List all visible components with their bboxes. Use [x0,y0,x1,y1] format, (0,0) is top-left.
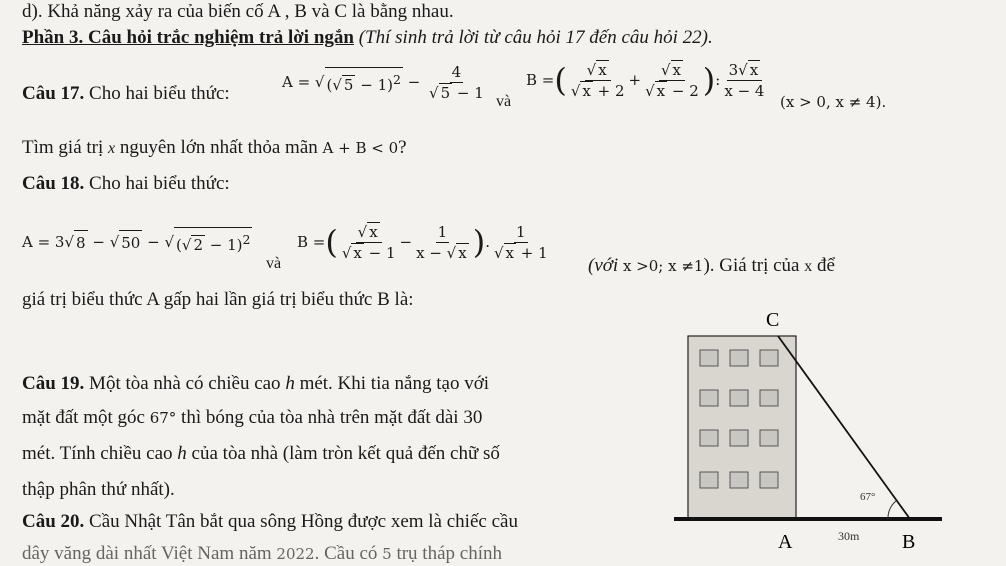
label-b: B [902,531,916,553]
q17-ask-a: Tìm giá trị [22,137,109,158]
q19-var-2: h [177,443,187,464]
q19-label: Câu 19. [22,373,85,394]
sun-ray [778,336,910,519]
q20-label: Câu 20. [22,511,85,532]
q19-l2a: mặt đất một góc [22,407,150,428]
q19-line4: thập phân thứ nhất). [22,479,175,500]
part3-note: (Thí sinh trả lời từ câu hỏi 17 đến câu hỏi 22). [353,27,713,48]
q18-intro [22,172,230,196]
q17-ask-b: nguyên lớn nhất thỏa mãn [115,137,323,158]
q19-l1b: mét. Khi tia nắng tạo với [294,373,490,394]
q18-expr-b: B = ( √ x √ x − 1 − 1 x − √ x ) . 1 √ x + 1 [297,222,548,262]
q19-line2 [22,406,482,430]
q20-l1: Cầu Nhật Tân bắt qua sông Hồng được xem là chiếc cầu [84,511,518,532]
figure-angle-label: 67° [860,491,876,503]
q17-text: Cho hai biểu thức: [84,83,230,104]
label-c: C [766,309,780,331]
label-a: A [778,531,793,553]
q17-label: Câu 17. [22,83,85,104]
q17-and: và [496,93,512,110]
q18-label: Câu 18. [22,173,85,194]
q19-line3 [22,442,500,466]
q20-l2c: trụ tháp chính [391,543,502,564]
q17-ask-var: x [108,140,116,157]
q17-expr-a: A = √ (√ 5 − 1)$^2$ − 4 √ 5 − 1 [282,62,484,102]
q20-line1 [22,510,518,534]
q17-ask-end: ? [398,137,407,158]
q20-line2 [22,542,502,566]
q17-intro [22,82,230,106]
q19-l3b: của tòa nhà (làm tròn kết quả đến chữ số [186,443,500,464]
q17-condition: (x > 0, x ≠ 4). [780,93,887,111]
q18-and: và [266,255,282,272]
q18-condition [588,254,835,279]
q17-expr-b: B = ( √ x √ x + 2 + √ x √ x − 2 ) : 3√ x x − 4 [526,60,765,100]
building-figure [670,300,1006,564]
q18-cond-math: x >0; x ≠1 [622,257,704,275]
q19-angle: 67° [149,409,177,427]
q18-cond-var: x [804,258,813,275]
q19-l2b: thì bóng của tòa nhà trên mặt đất dài 30 [176,407,483,428]
part3-title: Phần 3. Câu hỏi trắc nghiệm trả lời ngắn [22,27,354,48]
q19-line1 [22,372,489,396]
option-d-line: d). Khả năng xảy ra của biến cố A , B và C là bằng nhau. [22,1,454,22]
q18-cond-post: ). Giá trị của [703,255,805,276]
q20-year: 2022 [276,545,315,563]
figure-base-label: 30m [838,529,860,543]
q19-l3a: mét. Tính chiều cao [22,443,178,464]
q19-var: h [285,373,295,394]
q18-text: Cho hai biểu thức: [84,173,230,194]
q17-question [22,136,407,161]
q18-cond-end: để [812,255,835,276]
part3-heading [22,26,713,50]
q18-expr-a: A = 3√ 8 − √ 50 − √ (√ 2 − 1)$^2$ [22,214,252,270]
q17-ask-ineq: A + B < 0 [322,139,399,157]
q19-l1a: Một tòa nhà có chiều cao [84,373,286,394]
q20-l2a: dây văng dài nhất Việt Nam năm [22,543,277,564]
q20-l2b: . Cầu có [314,543,383,564]
q20-count: 5 [382,545,392,563]
angle-arc [888,501,896,519]
q18-question: giá trị biểu thức A gấp hai lần giá trị biểu thức B là: [22,289,414,310]
q18-cond-pre: (với [588,255,623,276]
